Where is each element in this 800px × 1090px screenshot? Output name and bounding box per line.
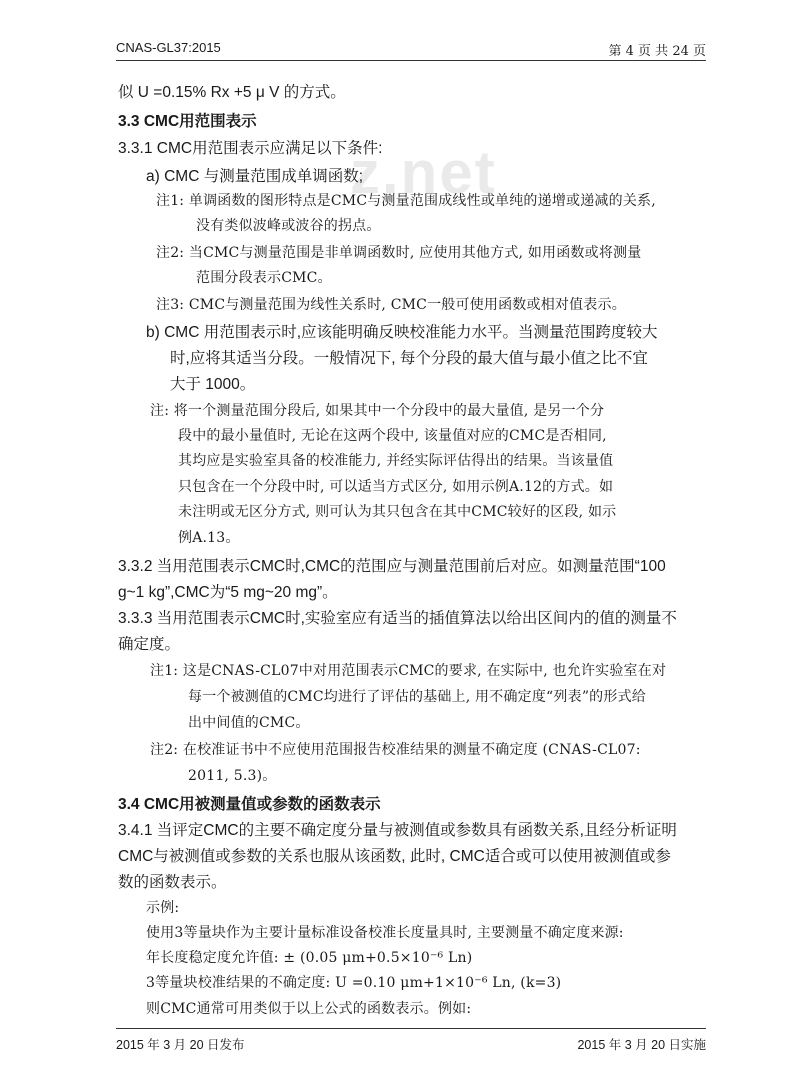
text-line: g~1 kg”,CMC为“5 mg~20 mg”。 [118,584,338,601]
page-footer [116,1028,706,1052]
note-line: 出中间值的CMC。 [188,715,310,731]
formula-line: 3等量块校准结果的不确定度: U =0.10 μm+1×10⁻⁶ Ln, (k=3) [146,975,562,991]
note-line: 只包含在一个分段中时, 可以适当方式区分, 如用示例A.12的方式。如 [178,479,614,495]
section-heading-3-4: 3.4 CMC用被测量值或参数的函数表示 [118,796,381,813]
section-heading-3-3: 3.3 CMC用范围表示 [118,113,257,130]
text-line: 似 U =0.15% Rx +5 μ V 的方式。 [118,84,346,101]
example-label: 示例: [146,900,180,916]
clause-3-3-3: 3.3.3 当用范围表示CMC时,实验室应有适当的插值算法以给出区间内的值的测量不 [118,610,677,627]
note-line: 未注明或无区分方式, 则可认为其只包含在其中CMC较好的区段, 如示 [178,504,617,520]
note-line: 每一个被测值的CMC均进行了评估的基础上, 用不确定度“列表”的形式给 [188,689,646,705]
note-line: 没有类似波峰或波谷的拐点。 [196,218,381,234]
clause-3-3-2: 3.3.2 当用范围表示CMC时,CMC的范围应与测量范围前后对应。如测量范围“100 [118,558,666,575]
note-line: 注: 将一个测量范围分段后, 如果其中一个分段中的最大量值, 是另一个分 [150,403,605,419]
clause-3-3-1: 3.3.1 CMC用范围表示应满足以下条件: [118,140,383,157]
formula-line: 年长度稳定度允许值: ± (0.05 μm+0.5×10⁻⁶ Ln) [146,950,473,966]
page-info: 第 4 页 共 24 页 [608,44,706,59]
item-b: b) CMC 用范围表示时,应该能明确反映校准能力水平。当测量范围跨度较大 [146,324,658,341]
example-line: 使用3等量块作为主要计量标准设备校准长度量具时, 主要测量不确定度来源: [146,925,624,941]
text-line: 确定度。 [118,636,181,653]
watermark: z.net [350,139,497,206]
note-line: 其均应是实验室具备的校准能力, 并经实际评估得出的结果。当该量值 [178,453,614,469]
example-line: 则CMC通常可用类似于以上公式的函数表示。例如: [146,1001,472,1017]
effective-date: 2015 年 3 月 20 日实施 [577,1038,706,1052]
page-header [116,38,706,61]
note-line: 例A.13。 [178,530,240,546]
text-line: 大于 1000。 [170,376,256,393]
note-line: 范围分段表示CMC。 [196,270,332,286]
item-a: a) CMC 与测量范围成单调函数; [146,168,364,185]
text-line: 数的函数表示。 [118,874,227,891]
note-line: 注3: CMC与测量范围为线性关系时, CMC一般可使用函数或相对值表示。 [156,297,626,313]
note-line: 注1: 单调函数的图形特点是CMC与测量范围成线性或单纯的递增或递减的关系, [156,193,656,209]
note-line: 注1: 这是CNAS-CL07中对用范围表示CMC的要求, 在实际中, 也允许实验室在对 [150,663,667,679]
note-line: 注2: 当CMC与测量范围是非单调函数时, 应使用其他方式, 如用函数或将测量 [156,245,642,261]
doc-id: CNAS-GL37:2015 [116,40,221,55]
note-line: 注2: 在校准证书中不应使用范围报告校准结果的测量不确定度 (CNAS-CL07: [150,742,641,758]
issue-date: 2015 年 3 月 20 日发布 [116,1038,245,1052]
clause-3-4-1: 3.4.1 当评定CMC的主要不确定度分量与被测值或参数具有函数关系,且经分析证明 [118,822,677,839]
note-line: 段中的最小量值时, 无论在这两个段中, 该量值对应的CMC是否相同, [178,428,607,444]
text-line: CMC与被测值或参数的关系也服从该函数, 此时, CMC适合或可以使用被测值或参 [118,848,671,865]
text-line: 时,应将其适当分段。一般情况下, 每个分段的最大值与最小值之比不宜 [170,350,648,367]
note-line: 2011, 5.3)。 [188,768,277,784]
